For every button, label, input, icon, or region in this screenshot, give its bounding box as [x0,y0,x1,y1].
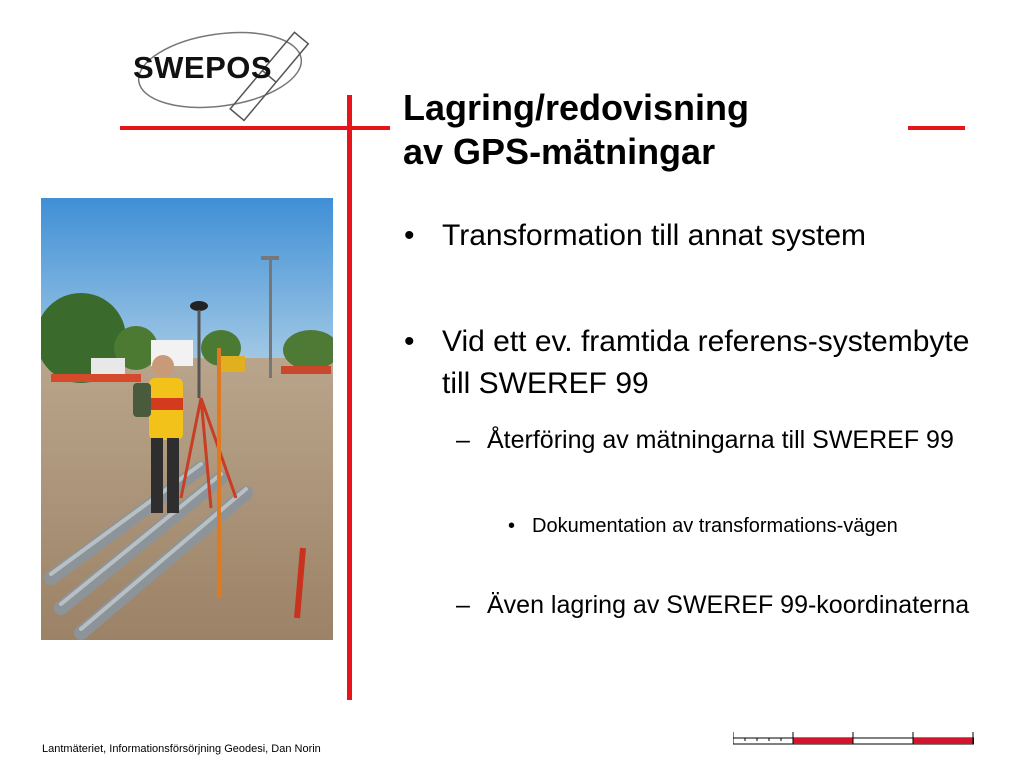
bullet-marker: • [404,219,415,252]
scale-bar-graphic [733,732,974,746]
gps-survey-photo [41,198,333,640]
subsubbullet-dokumentation [508,510,988,543]
dash-marker: – [456,426,470,454]
footer-credit: Lantmäteriet, Informationsförsörjning Geodesi, Dan Norin [42,743,321,755]
bullet-transformation [404,215,984,257]
bullet-systembyte [404,321,984,405]
logo-text: SWEPOS [133,50,273,85]
subbullet-aterforing [456,422,976,459]
title-line-2: av GPS-mätningar [403,131,716,172]
dash-marker: – [456,591,470,619]
title-line-1: Lagring/redovisning [403,87,750,128]
subbullet-text: Återföring av mätningarna till SWEREF 99 [487,426,954,454]
subbullet-text: Även lagring av SWEREF 99-koordinaterna [487,591,970,619]
bullet-text: Transformation till annat system [442,219,867,252]
red-divider-vertical [347,95,352,700]
subsubbullet-text: Dokumentation av transformations-vägen [532,515,898,537]
bullet-text: Vid ett ev. framtida referens-systembyte till SWEREF 99 [442,325,970,400]
slide-title [403,86,749,174]
bullet-marker: • [404,325,415,358]
red-divider-right [908,126,965,130]
subbullet-lagring [456,587,976,624]
bullet-marker: • [508,515,516,537]
